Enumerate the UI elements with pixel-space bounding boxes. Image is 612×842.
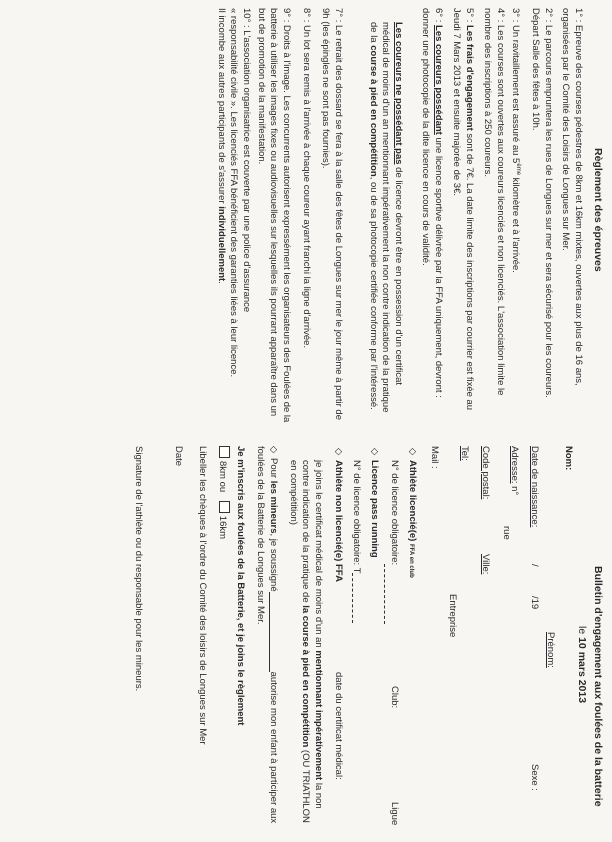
rule-2: 2° : Le parcours empruntera les rues de Longues sur mer et sera sécurisé pour les coureurs. Départ Salle des fêtes à 10h. — [530, 8, 554, 398]
diamond-icon: ◇ — [268, 446, 279, 454]
entreprise-label: Entreprise — [447, 594, 458, 638]
rules-column — [0, 8, 612, 426]
postal-code-label: Code postal: — [480, 446, 491, 500]
option-16km-label: 16km — [217, 515, 228, 540]
licence-number-label: N° de licence obligatoire: — [389, 460, 400, 566]
event-date: le 10 mars 2013 — [576, 626, 588, 704]
licence-number-blank — [383, 564, 394, 624]
mail-label: Mail : — [429, 446, 440, 469]
checkbox-16km[interactable] — [219, 501, 230, 513]
non-licensed-option: ◇Athlète non licencié(e) FFA — [333, 448, 344, 582]
rule-6: 6° : Les coureurs possédant une licence sportive délivrée par la FFA uniquement, devront : donner une photocopie de la dite licence en cours de validité. — [420, 8, 444, 398]
rule-5: 5° : Les frais d'engagement sont de 7€. La date limite des inscriptions par courrier est fixée au Jeudi 7 Mars 2013 et ensuite majorée de 3€. — [451, 8, 475, 411]
date-label: Date — [173, 446, 184, 467]
distance-options — [217, 446, 230, 539]
address-label: Adresse: n° — [509, 446, 520, 496]
certificate-date-label: date du certificat médical: — [333, 672, 344, 780]
birth-date-label: Date de naissance: — [529, 446, 540, 528]
cheques-instruction: Libeller les chèques à l'ordre du Comité des loisirs de Longues sur Mer — [197, 446, 208, 745]
diamond-icon: ◇ — [369, 448, 380, 456]
rule-10: 10° : L'association organisatrice est couverte par une police d'assurance « responsabilité civile ». Les licenciés FFA bénéficient des garanties liées à leur licence. Il incombe aux autres participants de s'assurer individuellement. — [216, 8, 252, 378]
rule-6-non-licensed: Les coureurs ne possédant pas de licence devront être en possession d'un certificat médical de moins d'un an mentionnant impérativement la non contre indication de la pratique de la course à pied en compétition, ou de sa photocopie certifiée conforme par l'intéressé. — [368, 22, 404, 413]
prenom-label: Prénom: — [545, 632, 556, 668]
birth-date-year: /19 — [529, 596, 540, 610]
diamond-icon: ◇ — [333, 448, 344, 456]
pass-running-option: ◇Licence pass running — [369, 448, 380, 558]
city-label: Ville: — [480, 554, 491, 575]
registration-form-column — [0, 446, 612, 838]
inscription-statement: Je m'inscris aux foulées de la Batterie, et je joins le règlement — [235, 446, 246, 726]
sexe-label: Sexe : — [529, 764, 540, 791]
rule-4: 4° : Les courses sont ouvertes aux coureurs licenciés et non licenciés. L'association limite le nombre des inscriptions à 250 coureurs. — [482, 8, 506, 396]
minors-authorization: ◇Pour les mineurs, je soussignéautorise mon enfant à participer aux foulées de la Batterie de Longues sur Mer. — [255, 446, 279, 824]
rue-label: rue — [501, 526, 512, 540]
checkbox-8km[interactable] — [219, 446, 230, 458]
tel-label: Tel: — [459, 446, 470, 461]
medical-certificate-text: je joins le certificat médical de moins d'un an mentionnant impérativement la non contre indication de la pratique de la course à pied en compétition (OU TRIATHLON en compétition) — [288, 460, 324, 823]
option-8km-label: 8km ou — [217, 461, 228, 493]
rule-8: 8° : Un lot sera remis à l'arrivée à chaque coureur ayant franchi la ligne d'arrivée. — [301, 8, 312, 349]
birth-date-sep: / — [529, 564, 540, 567]
rule-7: 7° : Le retrait des dossard se fera à la salle des fêtes de Longues sur mer le jour même à partir de 9h (les épingles ne sont pas fournies). — [320, 8, 344, 420]
rule-9: 9° : Droits à l'image. Les concurrents autorisent expressément les organisateurs des Foulées de la batterie à utiliser les images fixes ou audiovisuelles sur lesquelles ils pourrant apparaître dans un but de promotion de la manifestation. — [256, 8, 292, 423]
rules-title: Règlement des épreuves — [592, 148, 604, 272]
nom-label: Nom: — [563, 446, 574, 471]
rule-3: 3° : Un ravitaillement est assuré au 5ème kilomètre et à l'arrivée. — [509, 8, 521, 273]
signature-label: Signature de l'athlète ou du responsable pour les mineurs. — [133, 446, 144, 692]
licensed-athlete-option: ◇Athlète licencié(e) FFA en club — [407, 448, 418, 578]
rule-1: 1° : Epreuve des courses pédestres de 8km et 16km mixtes, ouvertes aux plus de 16 ans, organisées par le Comité des Loisirs de Longues sur Mer. — [560, 8, 584, 386]
diamond-icon: ◇ — [407, 448, 418, 456]
pass-licence-number: N° de licence obligatoire: T — [351, 460, 362, 623]
club-label: Club: — [389, 686, 400, 709]
form-title: Bulletin d'engagement aux foulées de la batterie — [592, 566, 604, 807]
ligue-label: Ligue — [389, 802, 400, 826]
